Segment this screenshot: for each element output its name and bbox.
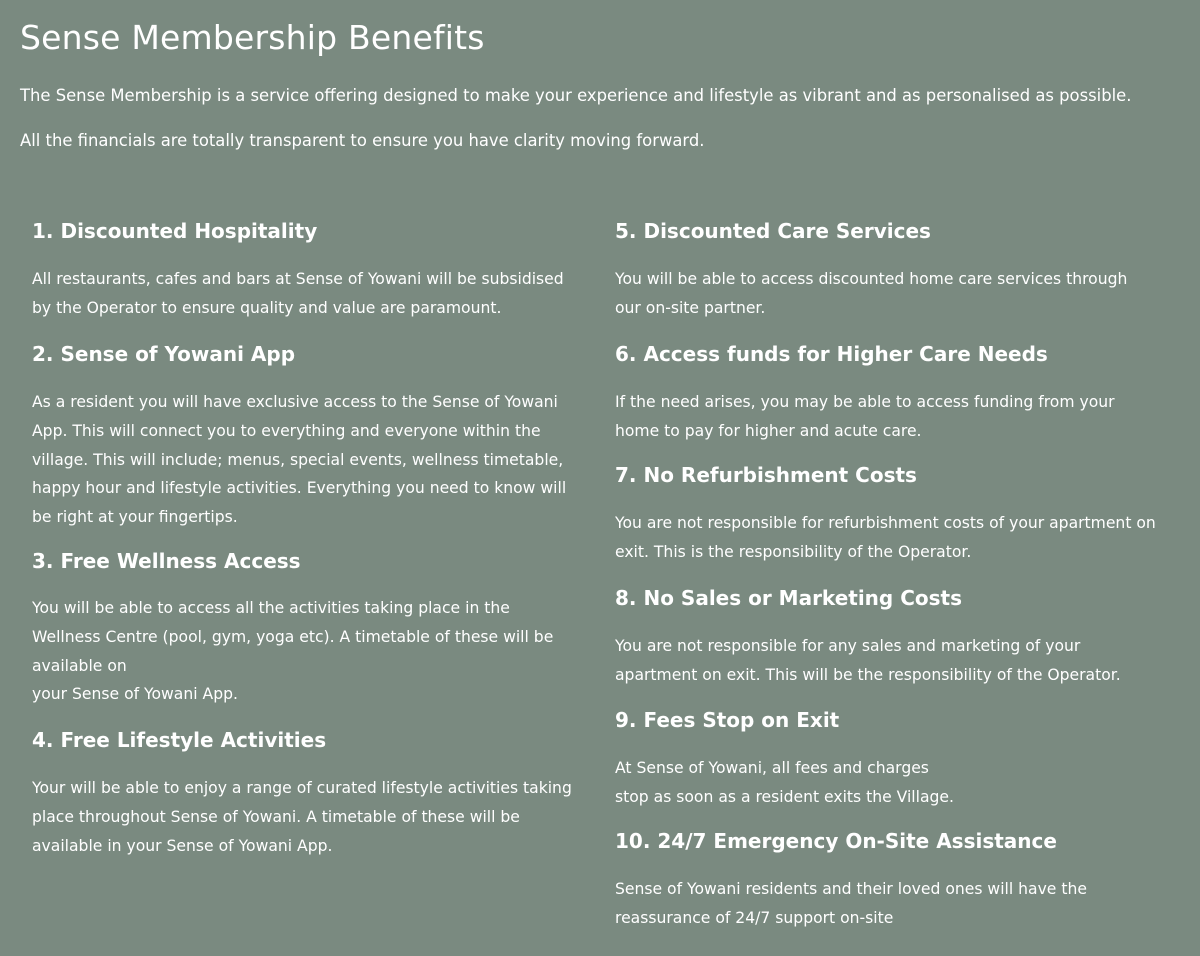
description-line: All restaurants, cafes and bars at Sense of Yowani will be subsidised <box>32 270 564 288</box>
benefit-description <box>32 265 564 323</box>
description-line: available in your Sense of Yowani App. <box>32 836 333 855</box>
benefit-title: 10. 24/7 Emergency On-Site Assistance <box>615 829 1057 853</box>
description-line: App. This will connect you to everything and everyone within the <box>32 421 541 440</box>
description-line: village. This will include; menus, special events, wellness timetable, <box>32 450 564 469</box>
description-line: You will be able to access all the activities taking place in the <box>32 599 510 617</box>
benefit-description <box>615 265 1127 323</box>
description-line: If the need arises, you may be able to access funding from your <box>615 393 1115 411</box>
benefit-title: 7. No Refurbishment Costs <box>615 463 917 487</box>
description-line: reassurance of 24/7 support on-site <box>615 908 894 927</box>
benefit-title: 8. No Sales or Marketing Costs <box>615 586 962 610</box>
description-line: At Sense of Yowani, all fees and charges <box>615 759 929 777</box>
benefit-description <box>32 774 572 860</box>
description-line: As a resident you will have exclusive access to the Sense of Yowani <box>32 393 558 411</box>
description-line: our on-site partner. <box>615 298 766 317</box>
intro-paragraph-1: The Sense Membership is a service offering designed to make your experience and lifestyle as vibrant and as personalised as possible. <box>20 86 1132 105</box>
benefit-title: 5. Discounted Care Services <box>615 219 931 243</box>
page-title: Sense Membership Benefits <box>20 18 485 57</box>
description-line: Wellness Centre (pool, gym, yoga etc). A timetable of these will be <box>32 627 554 646</box>
description-line: your Sense of Yowani App. <box>32 685 238 704</box>
benefit-description <box>615 875 1087 933</box>
benefit-description <box>32 594 553 709</box>
intro-paragraph-2: All the financials are totally transparent to ensure you have clarity moving forward. <box>20 131 705 150</box>
description-line: apartment on exit. This will be the responsibility of the Operator. <box>615 665 1121 684</box>
description-line: exit. This is the responsibility of the Operator. <box>615 542 972 561</box>
benefit-title: 9. Fees Stop on Exit <box>615 708 840 732</box>
description-line: be right at your fingertips. <box>32 508 238 527</box>
description-line: available on <box>32 656 127 675</box>
benefit-description <box>615 754 954 812</box>
benefit-title: 3. Free Wellness Access <box>32 549 301 573</box>
description-line: Sense of Yowani residents and their loved ones will have the <box>615 880 1087 898</box>
benefit-title: 6. Access funds for Higher Care Needs <box>615 342 1048 366</box>
description-line: stop as soon as a resident exits the Village. <box>615 787 954 806</box>
description-line: You will be able to access discounted home care services through <box>615 270 1128 288</box>
description-line: Your will be able to enjoy a range of curated lifestyle activities taking <box>32 779 572 797</box>
description-line: by the Operator to ensure quality and value are paramount. <box>32 298 502 317</box>
description-line: home to pay for higher and acute care. <box>615 421 922 440</box>
description-line: place throughout Sense of Yowani. A timetable of these will be <box>32 807 520 826</box>
benefit-title: 4. Free Lifestyle Activities <box>32 728 327 752</box>
benefit-description <box>615 388 1115 446</box>
benefit-description <box>615 509 1156 567</box>
benefit-title: 2. Sense of Yowani App <box>32 342 296 366</box>
benefit-description <box>615 632 1121 690</box>
description-line: happy hour and lifestyle activities. Everything you need to know will <box>32 479 567 498</box>
benefit-description <box>32 388 566 532</box>
benefit-title: 1. Discounted Hospitality <box>32 219 318 243</box>
description-line: You are not responsible for refurbishment costs of your apartment on <box>615 514 1156 532</box>
description-line: You are not responsible for any sales and marketing of your <box>615 637 1081 655</box>
